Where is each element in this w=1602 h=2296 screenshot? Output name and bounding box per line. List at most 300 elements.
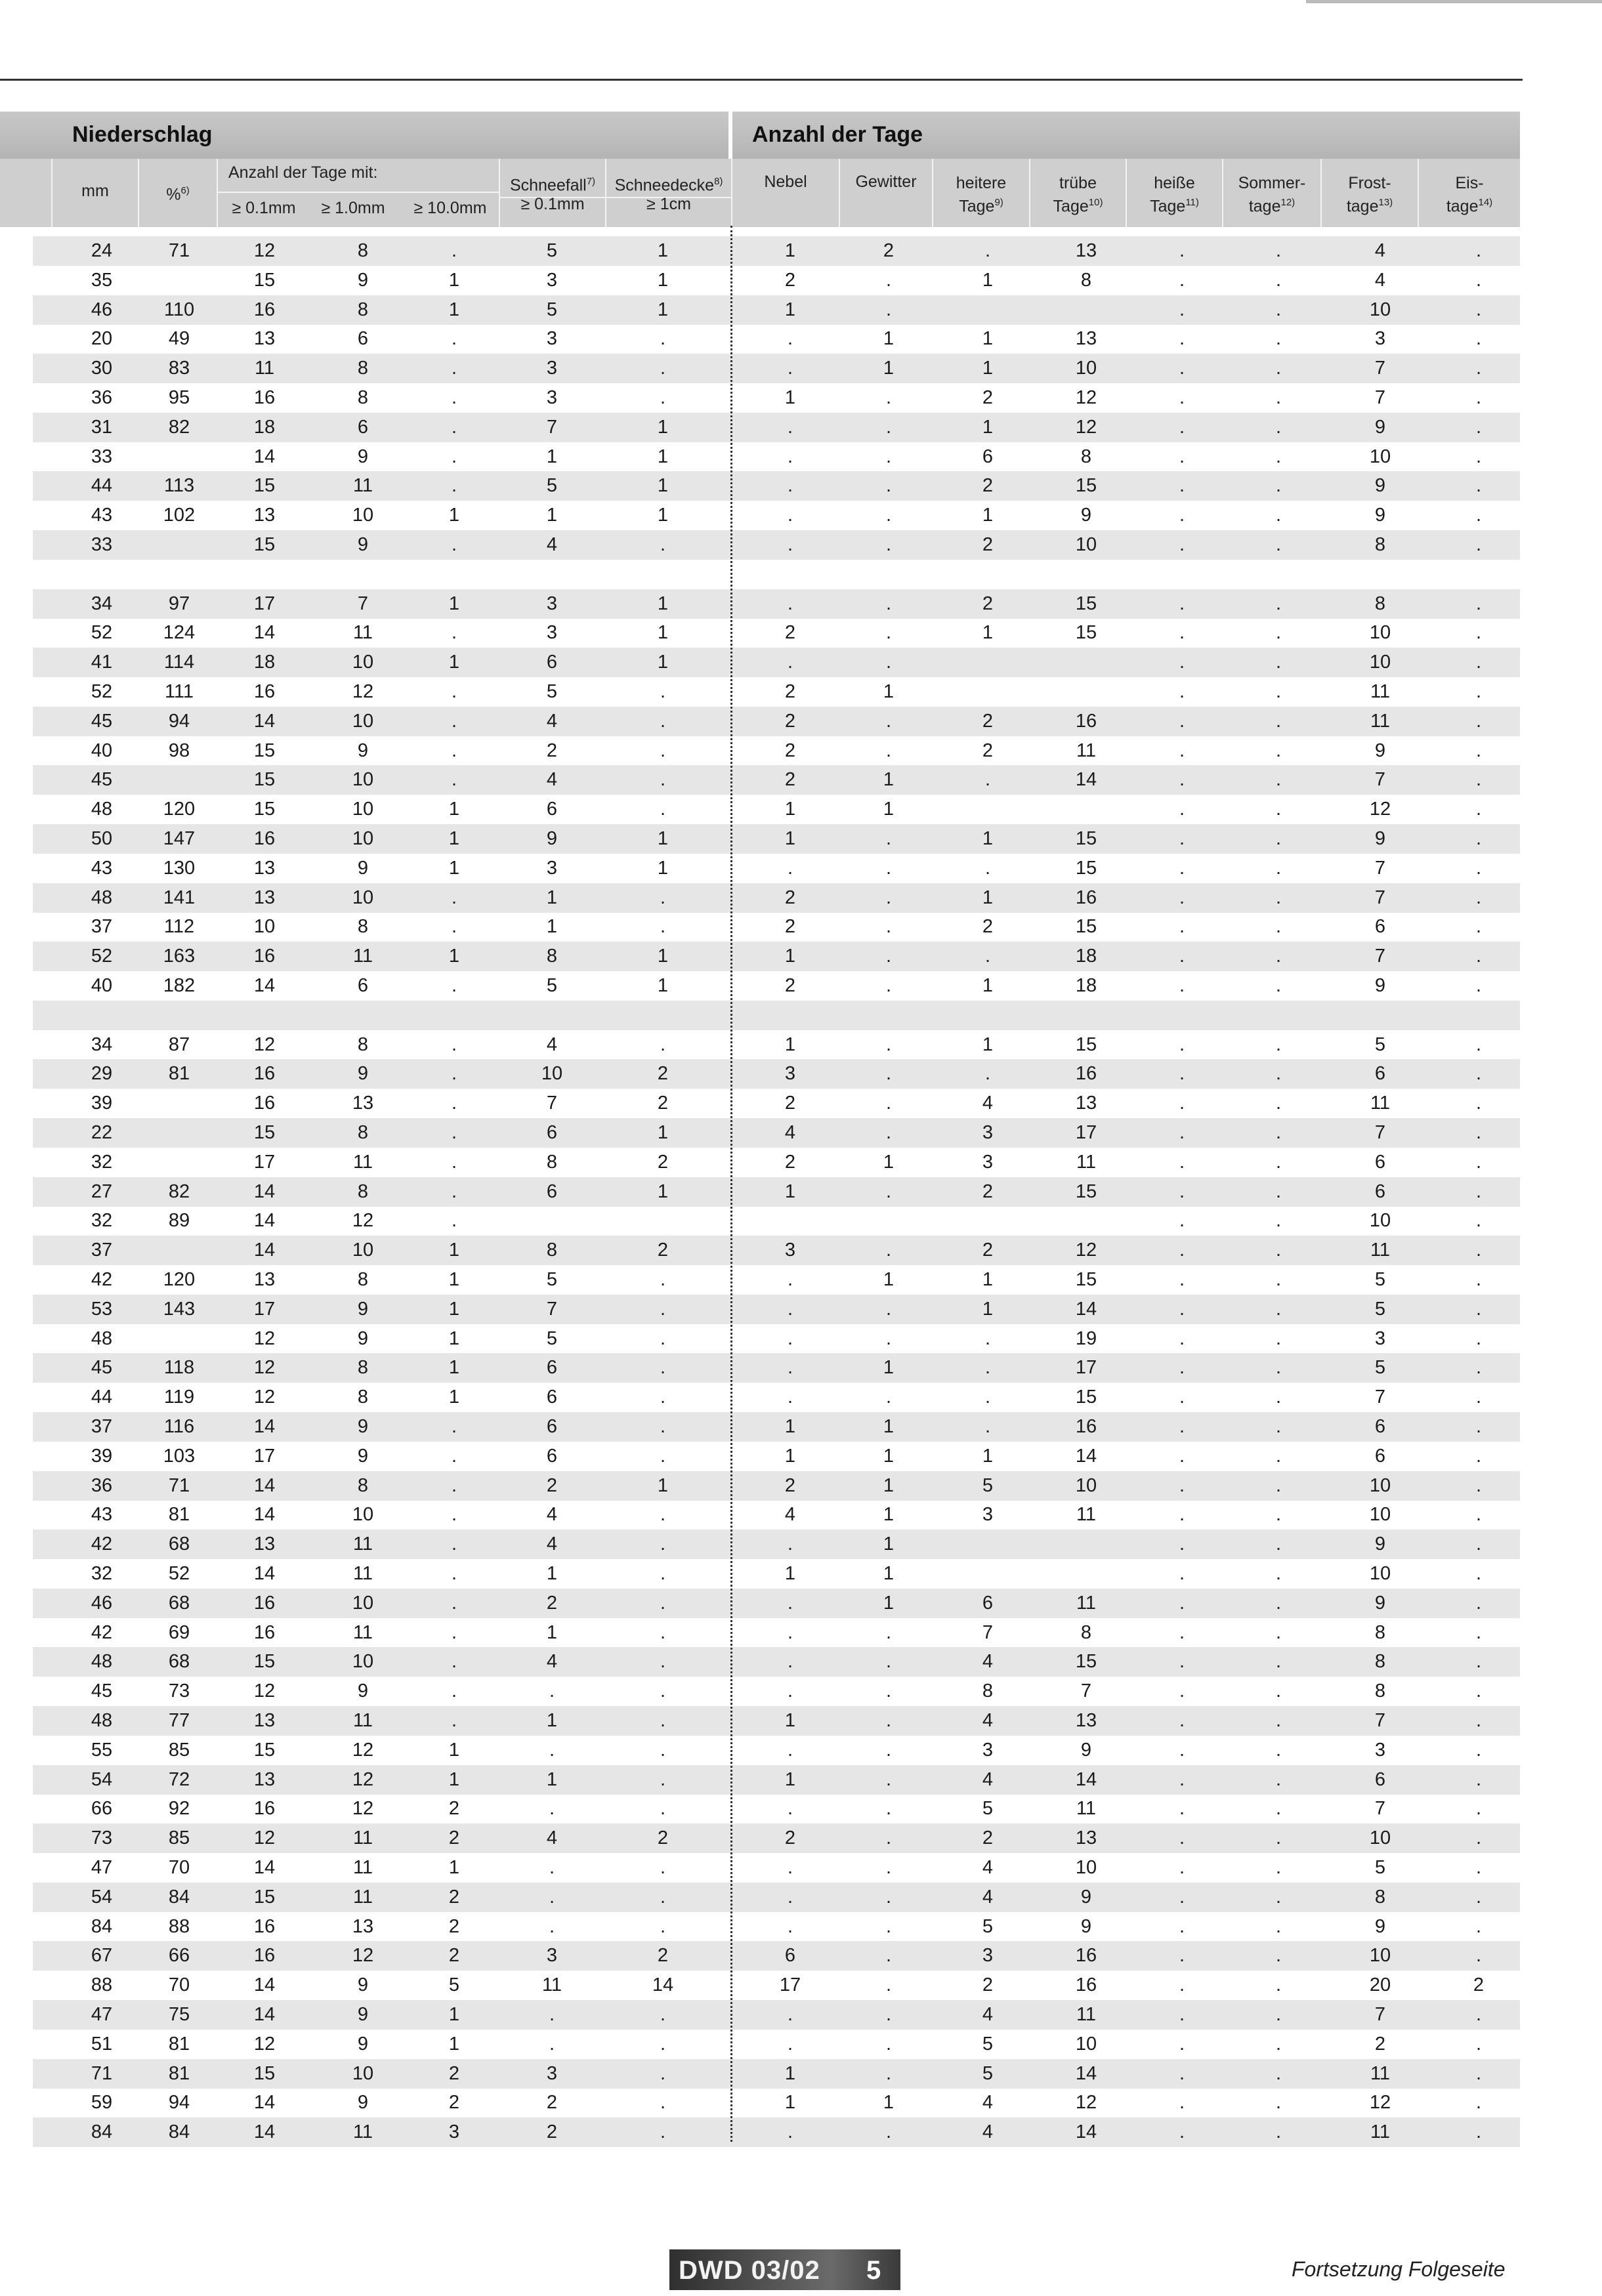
table-cell: 5 [546, 475, 558, 497]
table-cell: . [549, 1739, 555, 1761]
table-cell: 10 [352, 828, 374, 849]
table-cell: . [1475, 240, 1482, 261]
table-cell: . [660, 1768, 666, 1790]
col-header-truebe: trübe Tage$^{10)}$ [1053, 174, 1103, 216]
table-cell: 9 [1374, 416, 1386, 438]
table-cell: . [787, 475, 793, 497]
table-cell: . [1179, 1093, 1185, 1114]
table-cell: 52 [168, 1563, 190, 1584]
table-cell: 6 [546, 1445, 558, 1467]
table-row [33, 383, 1520, 413]
table-cell: . [660, 328, 666, 350]
table-cell: . [1179, 1416, 1185, 1437]
table-cell: 8 [357, 387, 369, 408]
table-cell: 4 [982, 1093, 994, 1114]
table-cell: 14 [253, 975, 276, 996]
table-cell: . [660, 2062, 666, 2084]
table-cell: 70 [168, 1974, 190, 1996]
table-cell: 45 [91, 769, 113, 791]
table-row [33, 1912, 1520, 1942]
table-cell [948, 1206, 1027, 1236]
table-cell: 5 [1374, 1269, 1386, 1290]
table-cell: . [1275, 887, 1282, 908]
table-cell: 14 [253, 1180, 276, 1202]
table-cell: . [1475, 1739, 1482, 1761]
table-cell: . [885, 1240, 892, 1261]
table-cell: 1 [546, 505, 558, 526]
table-cell: 11 [352, 622, 373, 644]
table-cell: 1 [982, 828, 994, 849]
table-cell: . [787, 1621, 793, 1643]
table-cell: . [1179, 2062, 1185, 2084]
table-cell: 1 [546, 1621, 558, 1643]
table-cell: 2 [657, 1240, 669, 1261]
table-cell: . [1475, 1798, 1482, 1820]
table-cell: 1 [883, 1534, 895, 1555]
col-header-d01: ≥ 0.1mm [232, 199, 296, 217]
table-cell: 10 [352, 1240, 374, 1261]
table-cell: . [1475, 1445, 1482, 1467]
table-cell [140, 530, 219, 560]
table-cell: . [885, 828, 892, 849]
table-cell: 16 [253, 681, 276, 702]
table-cell [513, 1206, 591, 1236]
table-cell: 9 [1374, 828, 1386, 849]
table-cell: 2 [784, 1827, 796, 1849]
table-cell: 18 [1075, 946, 1097, 967]
table-cell: 11 [1370, 2062, 1391, 2084]
table-cell: . [660, 2004, 666, 2025]
table-cell: . [1475, 1416, 1482, 1437]
table-cell: 15 [1075, 622, 1097, 644]
table-cell: 1 [448, 1857, 460, 1878]
table-cell: 8 [546, 946, 558, 967]
table-cell: . [451, 240, 457, 261]
table-cell: . [451, 1063, 457, 1085]
table-row [33, 2030, 1520, 2059]
table-cell: 1 [982, 1298, 994, 1320]
table-cell: 2 [982, 387, 994, 408]
table-cell: . [1475, 2121, 1482, 2143]
table-cell: 14 [253, 622, 276, 644]
table-cell: 45 [91, 1357, 113, 1379]
table-cell: 6 [1374, 1180, 1386, 1202]
table-cell: 36 [91, 1474, 113, 1496]
table-cell: 37 [91, 916, 113, 938]
table-cell: 32 [91, 1563, 113, 1584]
table-cell: 45 [91, 710, 113, 732]
table-cell: 14 [253, 1974, 276, 1996]
table-row [33, 736, 1520, 766]
table-cell: 8 [546, 1240, 558, 1261]
table-cell: . [1179, 1180, 1185, 1202]
table-cell: . [1275, 2062, 1282, 2084]
table-cell: 7 [1374, 1798, 1386, 1820]
table-row [33, 1765, 1520, 1795]
table-cell: . [1275, 2121, 1282, 2143]
table-cell: . [1275, 1592, 1282, 1614]
table-cell: . [1179, 1651, 1185, 1673]
table-cell: 11 [352, 1151, 373, 1173]
table-cell: . [885, 387, 892, 408]
table-cell: 1 [448, 2033, 460, 2055]
col-header-sommer: Sommer- tage$^{12)}$ [1238, 174, 1306, 216]
table-cell: . [885, 2033, 892, 2055]
table-cell: 10 [1369, 652, 1391, 673]
table-cell: 2 [784, 769, 796, 791]
table-cell: 30 [91, 358, 113, 379]
table-cell: 4 [546, 1534, 558, 1555]
table-cell: 13 [1075, 1093, 1097, 1114]
table-cell: 8 [357, 1122, 369, 1143]
table-cell: . [1179, 1357, 1185, 1379]
table-cell: . [1275, 1945, 1282, 1967]
table-cell: . [1179, 1798, 1185, 1820]
table-cell: 1 [448, 1240, 460, 1261]
table-cell: 141 [163, 887, 196, 908]
table-cell: 10 [1075, 1474, 1097, 1496]
table-cell: . [1275, 1710, 1282, 1731]
table-cell: 6 [1374, 1151, 1386, 1173]
table-cell: 11 [1076, 740, 1097, 761]
table-cell: . [984, 946, 991, 967]
table-cell: 15 [253, 1739, 276, 1761]
table-cell: 49 [168, 328, 190, 350]
table-cell: 13 [352, 1093, 374, 1114]
table-cell: 82 [168, 416, 190, 438]
table-cell: 1 [982, 622, 994, 644]
table-cell: 13 [352, 1915, 374, 1937]
table-cell: . [1475, 1534, 1482, 1555]
table-cell: 1 [883, 1357, 895, 1379]
table-cell: 11 [352, 1827, 373, 1849]
table-cell: 73 [168, 1680, 190, 1702]
table-cell: . [787, 1357, 793, 1379]
table-cell: 33 [91, 446, 113, 467]
table-cell: 6 [1374, 916, 1386, 938]
table-cell: 2 [784, 916, 796, 938]
table-cell: . [1179, 652, 1185, 673]
table-cell: 7 [1374, 946, 1386, 967]
table-cell: 14 [1075, 2062, 1097, 2084]
table-cell: 1 [657, 593, 669, 614]
table-cell: 6 [1374, 1063, 1386, 1085]
table-cell: 4 [982, 2004, 994, 2025]
col-header-schneedecke-sub: ≥ 1cm [646, 195, 691, 213]
table-cell: 9 [357, 534, 369, 555]
table-cell: . [885, 505, 892, 526]
table-cell: 1 [784, 1445, 796, 1467]
table-cell: . [451, 328, 457, 350]
table-cell: 12 [1075, 1240, 1097, 1261]
table-cell: 12 [253, 1033, 276, 1055]
table-cell: . [1475, 1151, 1482, 1173]
table-cell: . [1475, 2033, 1482, 2055]
table-cell: 11 [1370, 681, 1391, 702]
table-cell: 14 [1075, 1445, 1097, 1467]
table-cell: . [1475, 1886, 1482, 1908]
table-cell: . [885, 1327, 892, 1349]
table-cell: . [1275, 769, 1282, 791]
table-cell: . [1475, 946, 1482, 967]
table-cell: . [1179, 1710, 1185, 1731]
table-cell: 2 [657, 1945, 669, 1967]
table-cell: . [1475, 740, 1482, 761]
table-cell: . [1475, 1122, 1482, 1143]
page-number: 5 [866, 2256, 881, 2285]
table-cell: 4 [546, 710, 558, 732]
table-cell: . [1179, 475, 1185, 497]
table-cell: 2 [982, 1180, 994, 1202]
table-cell: 16 [253, 1798, 276, 1820]
table-cell: . [787, 446, 793, 467]
table-cell: 48 [91, 1710, 113, 1731]
table-cell: 15 [253, 475, 276, 497]
table-cell: . [660, 1357, 666, 1379]
table-cell: 16 [1075, 1945, 1097, 1967]
table-row [33, 1824, 1520, 1853]
table-cell: 15 [1075, 1387, 1097, 1408]
table-cell [948, 295, 1027, 325]
table-cell: 17 [253, 1445, 276, 1467]
table-cell: 15 [1075, 828, 1097, 849]
table-cell: . [885, 975, 892, 996]
table-cell: . [451, 1180, 457, 1202]
table-cell: 7 [1374, 1122, 1386, 1143]
table-row [33, 324, 1520, 354]
table-cell: . [1275, 1886, 1282, 1908]
table-cell: . [660, 887, 666, 908]
table-cell: . [885, 2121, 892, 2143]
table-cell: 13 [253, 505, 276, 526]
table-cell: . [1275, 1240, 1282, 1261]
table-cell: . [984, 1387, 991, 1408]
table-cell: . [451, 358, 457, 379]
table-cell: . [787, 1298, 793, 1320]
table-cell: 14 [253, 1563, 276, 1584]
table-cell: . [1475, 1387, 1482, 1408]
table-row [33, 1618, 1520, 1648]
table-cell: 16 [253, 387, 276, 408]
table-cell [140, 442, 219, 472]
table-cell: . [885, 887, 892, 908]
table-cell: 1 [883, 1445, 895, 1467]
table-cell: 8 [1374, 1651, 1386, 1673]
table-cell: . [1275, 1033, 1282, 1055]
table-cell: 68 [168, 1651, 190, 1673]
table-cell: 3 [1374, 1739, 1386, 1761]
table-cell: 15 [1075, 475, 1097, 497]
table-cell: 1 [546, 916, 558, 938]
table-cell: . [1179, 2092, 1185, 2114]
table-cell: . [660, 2121, 666, 2143]
table-row [33, 2118, 1520, 2147]
table-cell: . [787, 358, 793, 379]
table-cell: . [1179, 769, 1185, 791]
table-cell: . [787, 1651, 793, 1673]
table-cell: 1 [657, 269, 669, 291]
table-cell: 13 [1075, 328, 1097, 350]
table-cell: 1 [784, 299, 796, 320]
table-row [33, 765, 1520, 795]
table-row [33, 1442, 1520, 1471]
table-cell: . [451, 416, 457, 438]
table-cell: . [787, 1798, 793, 1820]
table-row [33, 971, 1520, 1001]
table-cell: 113 [163, 475, 195, 497]
table-cell: 51 [91, 2033, 113, 2055]
table-cell: 8 [357, 916, 369, 938]
table-cell: 85 [168, 1827, 190, 1849]
table-cell: . [1179, 1240, 1185, 1261]
table-cell: . [1275, 1445, 1282, 1467]
table-cell: 5 [546, 1269, 558, 1290]
table-cell: . [1179, 740, 1185, 761]
table-cell: 6 [546, 799, 558, 820]
table-cell: 2 [657, 1151, 669, 1173]
table-cell: 9 [1080, 1739, 1092, 1761]
table-cell: 14 [253, 1504, 276, 1526]
table-cell: 2 [784, 740, 796, 761]
table-cell: 6 [1374, 1445, 1386, 1467]
table-cell: 2 [784, 1474, 796, 1496]
table-cell: 7 [1080, 1680, 1092, 1702]
table-cell: 14 [253, 2004, 276, 2025]
table-cell: 15 [253, 534, 276, 555]
table-cell: 48 [91, 887, 113, 908]
table-cell: 120 [163, 799, 196, 820]
table-cell [948, 795, 1027, 824]
table-cell: 10 [1369, 1945, 1391, 1967]
table-cell: . [1475, 1474, 1482, 1496]
table-cell: 1 [982, 505, 994, 526]
table-cell: 3 [982, 1504, 994, 1526]
table-cell: . [984, 1357, 991, 1379]
table-cell: 7 [546, 416, 558, 438]
table-cell: 1 [657, 1122, 669, 1143]
table-cell: 92 [168, 1798, 190, 1820]
table-cell: 4 [546, 534, 558, 555]
table-cell: 81 [168, 1063, 190, 1085]
table-cell: . [787, 2033, 793, 2055]
table-cell: 14 [253, 1416, 276, 1437]
table-cell: 1 [448, 2004, 460, 2025]
table-cell: 18 [253, 416, 276, 438]
table-cell: 12 [253, 1357, 276, 1379]
table-cell: 6 [1374, 1416, 1386, 1437]
table-row [33, 295, 1520, 325]
table-cell: 1 [883, 681, 895, 702]
table-cell: 14 [253, 1857, 276, 1878]
table-cell: . [451, 1680, 457, 1702]
table-cell: . [1275, 799, 1282, 820]
footer-badge-label: DWD 03/02 [679, 2256, 820, 2285]
table-cell [948, 677, 1027, 707]
table-cell [140, 1236, 219, 1265]
table-cell: 9 [357, 1063, 369, 1085]
table-cell: 10 [541, 1063, 563, 1085]
table-cell: . [1275, 1357, 1282, 1379]
table-cell: . [1475, 1180, 1482, 1202]
table-cell: 3 [784, 1063, 796, 1085]
col-header-mm: mm [81, 182, 109, 200]
table-cell: 1 [448, 1357, 460, 1379]
table-cell: 7 [1374, 2004, 1386, 2025]
table-cell: 1 [657, 1180, 669, 1202]
table-cell: . [885, 2004, 892, 2025]
table-cell: 1 [657, 475, 669, 497]
table-cell: 84 [168, 1886, 190, 1908]
table-cell: 50 [91, 828, 113, 849]
table-cell: . [1179, 1504, 1185, 1526]
table-row [33, 942, 1520, 971]
table-cell: 67 [91, 1945, 113, 1967]
continuation-note: Fortsetzung Folgeseite [1292, 2257, 1506, 2281]
table-cell: . [549, 1857, 555, 1878]
table-cell: . [451, 1416, 457, 1437]
table-cell: . [660, 1327, 666, 1349]
table-cell: . [1475, 299, 1482, 320]
table-cell: . [451, 387, 457, 408]
table-cell: 33 [91, 534, 113, 555]
table-cell: . [1179, 269, 1185, 291]
table-cell: . [1275, 681, 1282, 702]
table-cell: . [451, 1534, 457, 1555]
table-cell: 12 [1075, 387, 1097, 408]
table-cell: . [451, 1474, 457, 1496]
table-cell: . [885, 1180, 892, 1202]
table-cell: . [1475, 1680, 1482, 1702]
table-cell: 52 [91, 681, 113, 702]
table-cell: 46 [91, 299, 113, 320]
table-cell: 3 [546, 1945, 558, 1967]
table-cell: 2 [448, 1945, 460, 1967]
table-cell: . [1179, 916, 1185, 938]
table-cell: 45 [91, 1680, 113, 1702]
table-cell: 13 [253, 887, 276, 908]
table-row [33, 854, 1520, 883]
table-cell: . [660, 1504, 666, 1526]
table-cell: . [660, 1387, 666, 1408]
table-cell: 10 [253, 916, 276, 938]
table-cell: . [1475, 1768, 1482, 1790]
table-cell: . [1275, 1416, 1282, 1437]
table-cell: 85 [168, 1739, 190, 1761]
table-cell: 4 [1374, 269, 1386, 291]
table-cell: 2 [784, 887, 796, 908]
table-cell [140, 765, 219, 795]
table-cell: . [1275, 299, 1282, 320]
table-cell: . [1179, 1592, 1185, 1614]
table-cell: 12 [253, 240, 276, 261]
table-cell: 1 [448, 1327, 460, 1349]
table-cell: . [1275, 1857, 1282, 1878]
table-cell: 7 [357, 593, 369, 614]
table-cell: . [1179, 240, 1185, 261]
table-cell: 7 [1374, 769, 1386, 791]
table-cell: 6 [546, 1357, 558, 1379]
table-cell: 87 [168, 1033, 190, 1055]
table-cell: . [1179, 1298, 1185, 1320]
table-cell [948, 1559, 1027, 1589]
table-cell: . [451, 769, 457, 791]
table-cell: 13 [253, 1534, 276, 1555]
table-cell: 5 [1374, 1298, 1386, 1320]
table-row [33, 1383, 1520, 1412]
table-cell [1047, 1530, 1126, 1559]
table-cell: . [885, 2062, 892, 2084]
table-cell: 1 [982, 328, 994, 350]
